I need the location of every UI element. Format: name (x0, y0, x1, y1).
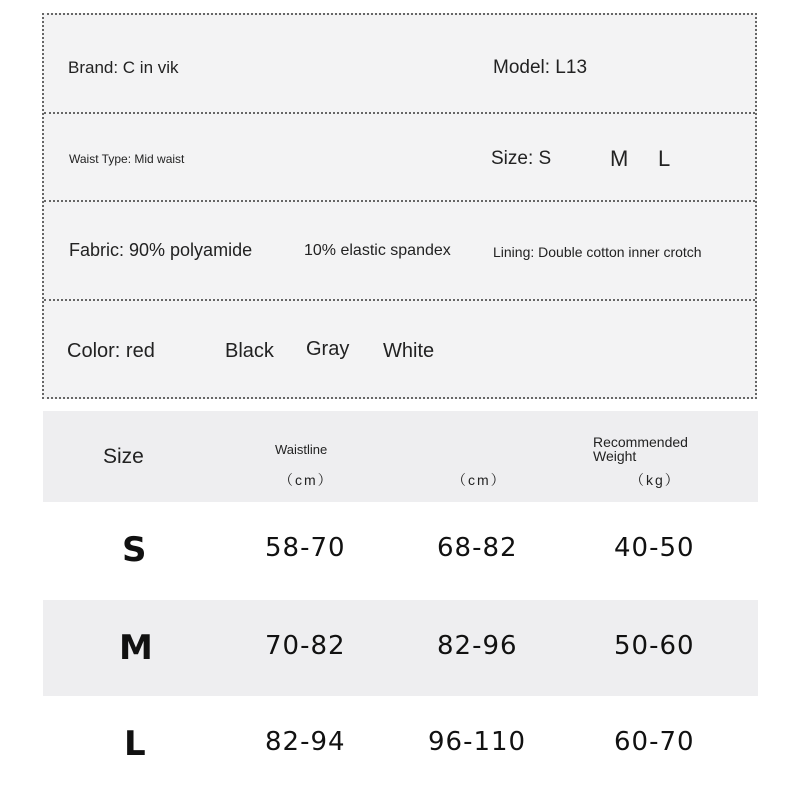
brand-text: Brand: C in vik (68, 58, 179, 77)
product-spec-panel (42, 13, 757, 399)
row-weight: 50-60 (614, 631, 695, 661)
color-option-black: Black (225, 340, 274, 362)
color-option-gray: Gray (306, 338, 350, 360)
size-option-l: L (658, 146, 671, 171)
row-col3: 68-82 (437, 533, 518, 563)
header-weight-unit: （kg） (630, 472, 681, 488)
row-col3: 96-110 (428, 727, 527, 757)
spec-divider (44, 112, 755, 114)
header-waistline-unit: （cm） (279, 472, 334, 488)
header-size: Size (103, 445, 144, 468)
fabric-text: Fabric: 90% polyamide (69, 240, 253, 260)
table-row (43, 600, 758, 696)
table-header-row (43, 411, 758, 502)
size-chart-table (43, 411, 758, 797)
spec-divider (44, 200, 755, 202)
size-label-text: Size: S (491, 148, 552, 169)
waist-type-text: Waist Type: Mid waist (69, 152, 185, 166)
row-waist: 82-94 (265, 727, 346, 757)
row-col3: 82-96 (437, 631, 518, 661)
spec-divider (44, 299, 755, 301)
row-size: S (122, 530, 147, 570)
row-weight: 40-50 (614, 533, 695, 563)
row-size: M (119, 628, 153, 668)
color-option-white: White (383, 340, 435, 362)
header-weight-line1: Recommended (593, 434, 688, 450)
row-waist: 58-70 (265, 533, 346, 563)
size-option-m: M (610, 146, 629, 171)
model-text: Model: L13 (493, 57, 588, 78)
table-row (43, 502, 758, 600)
table-row (43, 696, 758, 797)
header-col3-unit: （cm） (452, 472, 507, 488)
color-label-text: Color: red (67, 340, 155, 362)
row-waist: 70-82 (265, 631, 346, 661)
spandex-text: 10% elastic spandex (304, 242, 451, 259)
row-weight: 60-70 (614, 727, 695, 757)
row-size: L (124, 724, 146, 764)
header-weight-line2: Weight (593, 448, 637, 464)
lining-text: Lining: Double cotton inner crotch (493, 244, 702, 260)
header-waistline: Waistline (275, 442, 328, 457)
